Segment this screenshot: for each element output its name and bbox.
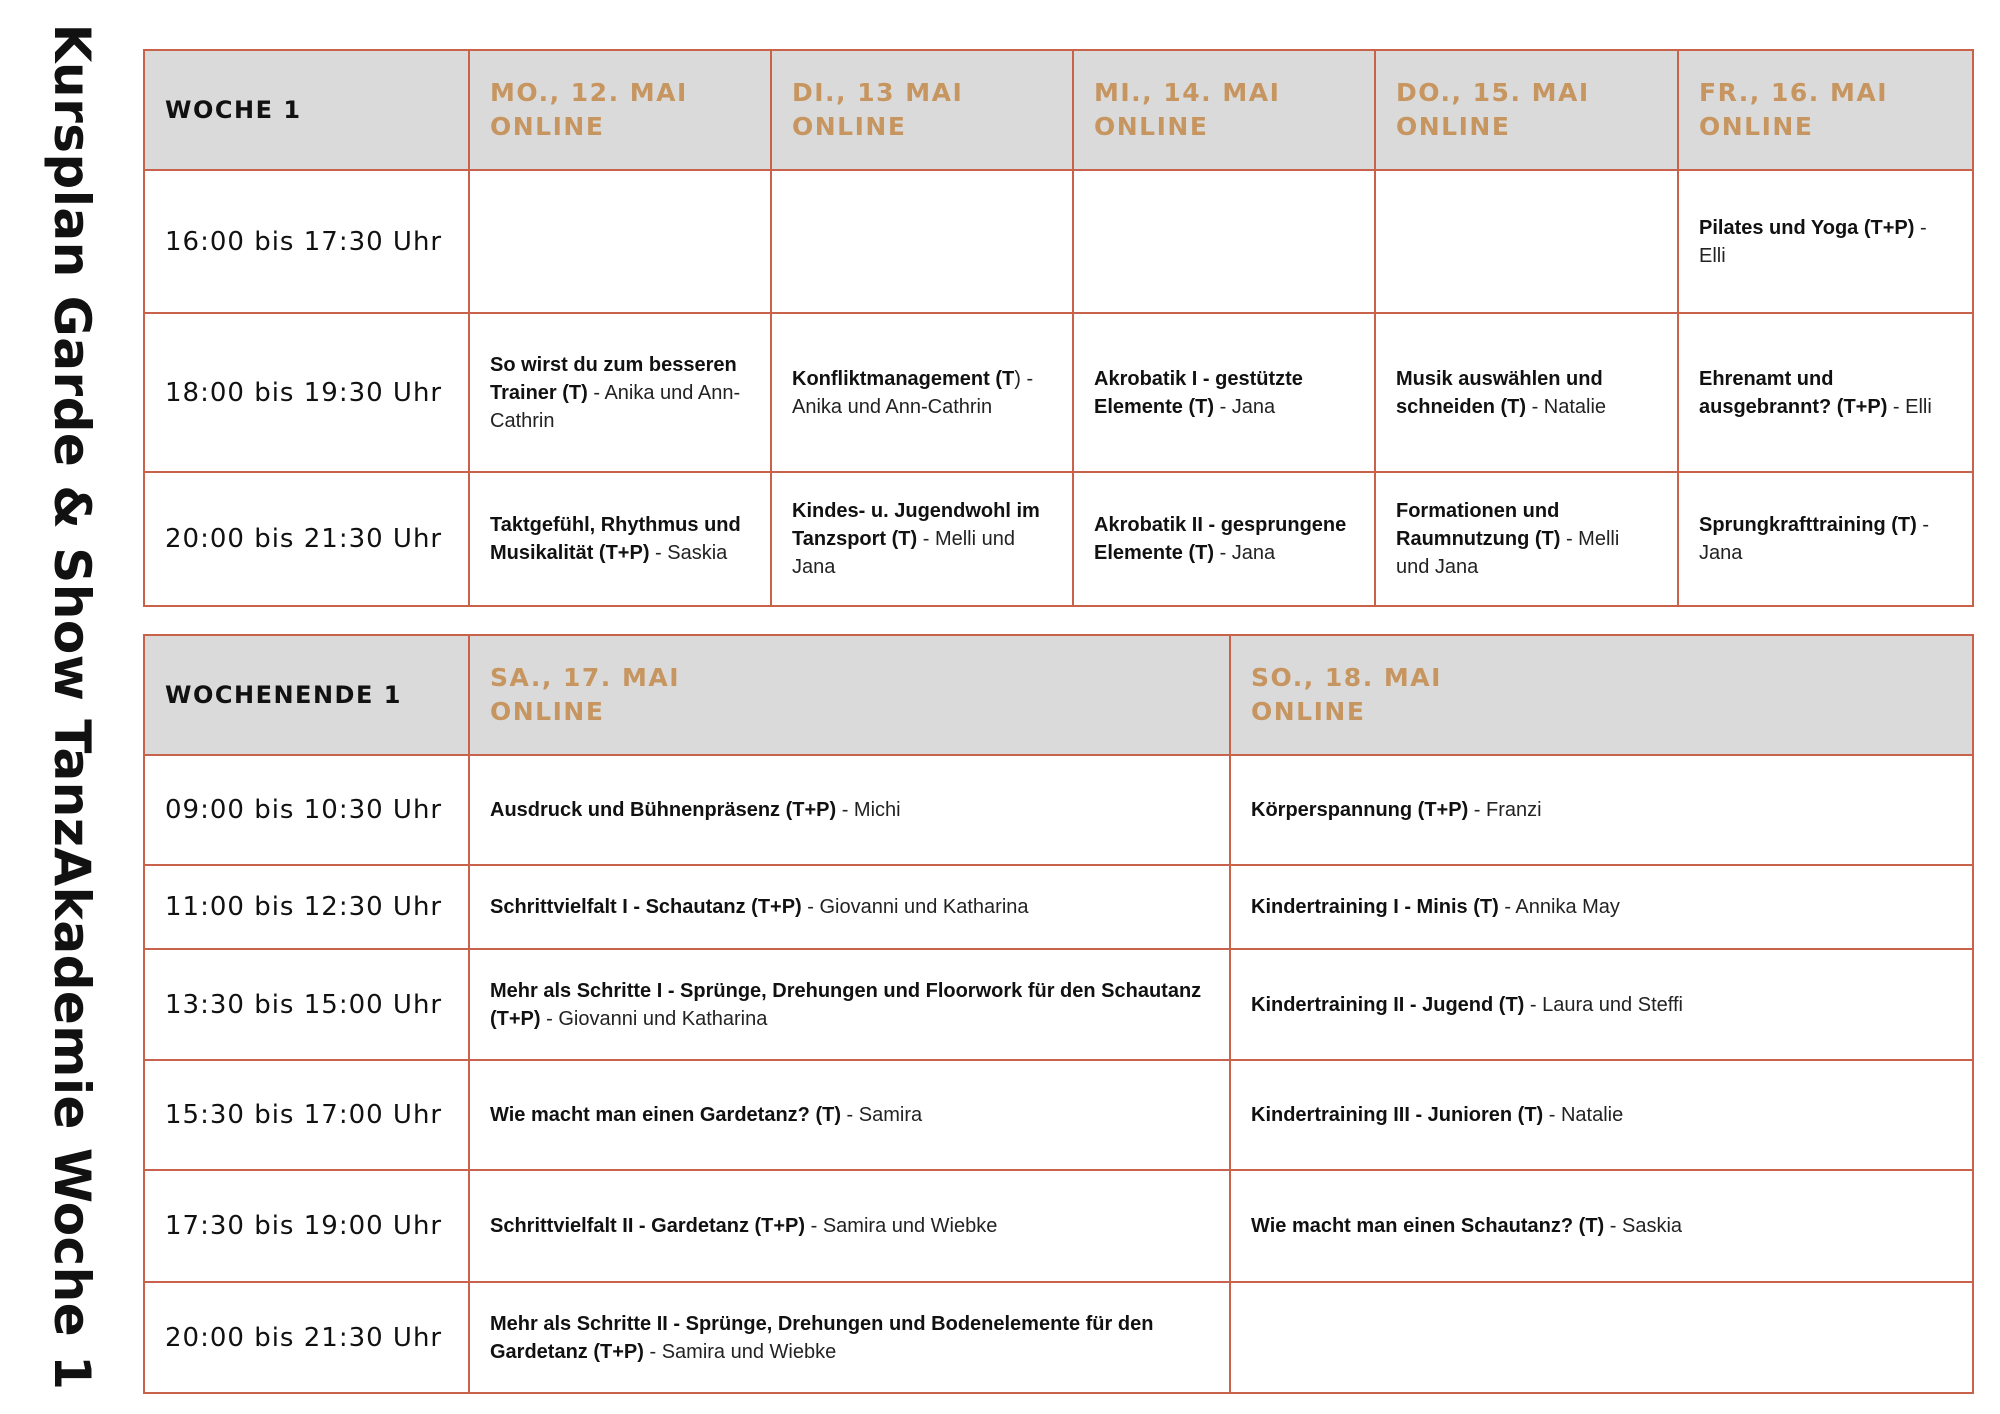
empty-cell [469, 170, 771, 313]
day-mode: ONLINE [1094, 112, 1209, 141]
course-title: Wie macht man einen Schautanz? (T) [1251, 1215, 1605, 1237]
course-title: Taktgefühl, Rhythmus und Musikalität (T+P) [490, 514, 741, 564]
day-date: FR., 16. MAI [1699, 78, 1889, 107]
empty-cell [1375, 170, 1678, 313]
table-row [144, 1060, 1973, 1170]
day-date: MI., 14. MAI [1094, 78, 1281, 107]
course-cell [469, 1282, 1230, 1393]
day-mode: ONLINE [1699, 112, 1814, 141]
course-instructor: - Giovanni und Katharina [540, 1007, 768, 1030]
course-instructor: - Elli [1887, 395, 1932, 418]
time-slot: 18:00 bis 19:30 Uhr [144, 313, 469, 472]
weekend-label-cell [144, 635, 469, 755]
course-cell [1678, 170, 1973, 313]
time-slot: 09:00 bis 10:30 Uhr [144, 755, 469, 865]
course-cell [469, 1060, 1230, 1170]
course-cell [1375, 313, 1678, 472]
day-mode: ONLINE [490, 112, 605, 141]
course-instructor: - Samira [841, 1104, 923, 1126]
day-date: MO., 12. MAI [490, 78, 688, 107]
course-instructor: - Natalie [1526, 395, 1607, 418]
course-title: Ausdruck und Bühnenpräsenz (T+P) [490, 799, 837, 821]
course-title: Kindertraining II - Jugend (T) [1251, 993, 1525, 1016]
course-instructor: - Samira und Wiebke [643, 1340, 837, 1363]
course-cell [469, 755, 1230, 865]
weekend-header-row [144, 635, 1973, 755]
empty-cell [1230, 1282, 1973, 1393]
time-slot: 13:30 bis 15:00 Uhr [144, 949, 469, 1060]
course-title: Pilates und Yoga (T+P) [1699, 216, 1915, 239]
course-instructor: - Franzi [1468, 799, 1542, 821]
course-instructor: - Saskia [649, 542, 728, 564]
course-title: Akrobatik II - gesprungene Elemente (T) [1094, 514, 1347, 564]
course-instructor: - Melli und Jana [792, 528, 1015, 578]
course-instructor: - Jana [1214, 395, 1276, 418]
course-cell [1678, 313, 1973, 472]
course-title: Mehr als Schritte I - Sprünge, Drehungen und Floorwork für den Schautanz (T+P) [490, 979, 1202, 1030]
table-row [144, 1170, 1973, 1282]
course-title: Körperspannung (T+P) [1251, 799, 1469, 821]
time-slot: 15:30 bis 17:00 Uhr [144, 1060, 469, 1170]
course-cell [1073, 313, 1375, 472]
table-row [144, 1282, 1973, 1393]
course-cell [469, 313, 771, 472]
week-schedule-table [143, 49, 1974, 607]
day-mode: ONLINE [490, 697, 605, 726]
course-cell [1230, 1170, 1973, 1282]
day-mode: ONLINE [1251, 697, 1366, 726]
course-title: Wie macht man einen Gardetanz? (T) [490, 1104, 841, 1126]
table-row [144, 949, 1973, 1060]
table-row [144, 755, 1973, 865]
course-cell [1678, 472, 1973, 606]
course-instructor: - Giovanni und Katharina [801, 896, 1029, 918]
course-instructor: - Jana [1699, 514, 1929, 564]
time-slot: 16:00 bis 17:30 Uhr [144, 170, 469, 313]
course-cell [1230, 1060, 1973, 1170]
course-cell [771, 313, 1073, 472]
day-date: DO., 15. MAI [1396, 78, 1590, 107]
table-row [144, 170, 1973, 313]
course-instructor: - Elli [1699, 216, 1927, 267]
day-date: SA., 17. MAI [490, 663, 681, 692]
course-instructor: - Natalie [1543, 1104, 1624, 1126]
course-cell [1230, 949, 1973, 1060]
course-title: Akrobatik I - gestützte Elemente (T) [1094, 367, 1303, 418]
course-instructor: - Annika May [1498, 896, 1620, 918]
course-instructor: ) - Anika und Ann-Cathrin [792, 367, 1034, 418]
course-title: Ehrenamt und ausgebrannt? (T+P) [1699, 367, 1888, 418]
week-label: WOCHE 1 [165, 96, 302, 124]
course-cell [469, 865, 1230, 949]
day-header-sunday [1230, 635, 1973, 755]
course-title: Sprungkrafttraining (T) [1699, 514, 1917, 536]
course-instructor: - Michi [836, 799, 901, 821]
course-cell [1230, 865, 1973, 949]
day-mode: ONLINE [792, 112, 907, 141]
day-date: SO., 18. MAI [1251, 663, 1442, 692]
course-title: Kindertraining I - Minis (T) [1251, 896, 1499, 918]
course-cell [771, 472, 1073, 606]
empty-cell [771, 170, 1073, 313]
day-date: DI., 13 MAI [792, 78, 964, 107]
course-title: So wirst du zum besseren Trainer (T) [490, 353, 737, 404]
table-row [144, 472, 1973, 606]
course-cell [1073, 472, 1375, 606]
table-row [144, 313, 1973, 472]
day-header-monday [469, 50, 771, 170]
week-header-row [144, 50, 1973, 170]
course-title: Schrittvielfalt II - Gardetanz (T+P) [490, 1215, 806, 1237]
course-cell [1375, 472, 1678, 606]
course-cell [1230, 755, 1973, 865]
page-title: Kursplan Garde & Show TanzAkademie Woche 1 [43, 23, 101, 1391]
week-label-cell [144, 50, 469, 170]
course-instructor: - Anika und Ann-Cathrin [490, 381, 741, 432]
course-cell [469, 949, 1230, 1060]
course-cell [469, 1170, 1230, 1282]
course-title: Kindes- u. Jugendwohl im Tanzsport (T) [792, 500, 1040, 550]
course-title: Schrittvielfalt I - Schautanz (T+P) [490, 896, 802, 918]
course-title: Mehr als Schritte II - Sprünge, Drehungen und Bodenelemente für den Gardetanz (T+P) [490, 1312, 1154, 1363]
course-title: Konfliktmanagement (T [792, 367, 1015, 390]
course-title: Kindertraining III - Junioren (T) [1251, 1104, 1544, 1126]
time-slot: 17:30 bis 19:00 Uhr [144, 1170, 469, 1282]
course-instructor: - Melli und Jana [1396, 528, 1620, 578]
empty-cell [1073, 170, 1375, 313]
day-mode: ONLINE [1396, 112, 1511, 141]
time-slot: 20:00 bis 21:30 Uhr [144, 1282, 469, 1393]
course-title: Musik auswählen und schneiden (T) [1396, 367, 1603, 418]
course-instructor: - Jana [1214, 542, 1276, 564]
day-header-thursday [1375, 50, 1678, 170]
table-row [144, 865, 1973, 949]
course-instructor: - Laura und Steffi [1524, 993, 1683, 1016]
day-header-wednesday [1073, 50, 1375, 170]
course-instructor: - Samira und Wiebke [805, 1215, 998, 1237]
day-header-friday [1678, 50, 1973, 170]
weekend-label: WOCHENENDE 1 [165, 681, 402, 709]
course-cell [469, 472, 771, 606]
time-slot: 20:00 bis 21:30 Uhr [144, 472, 469, 606]
course-instructor: - Saskia [1604, 1215, 1683, 1237]
day-header-saturday [469, 635, 1230, 755]
course-title: Formationen und Raumnutzung (T) [1396, 500, 1561, 550]
day-header-tuesday [771, 50, 1073, 170]
weekend-schedule-table [143, 634, 1974, 1394]
time-slot: 11:00 bis 12:30 Uhr [144, 865, 469, 949]
